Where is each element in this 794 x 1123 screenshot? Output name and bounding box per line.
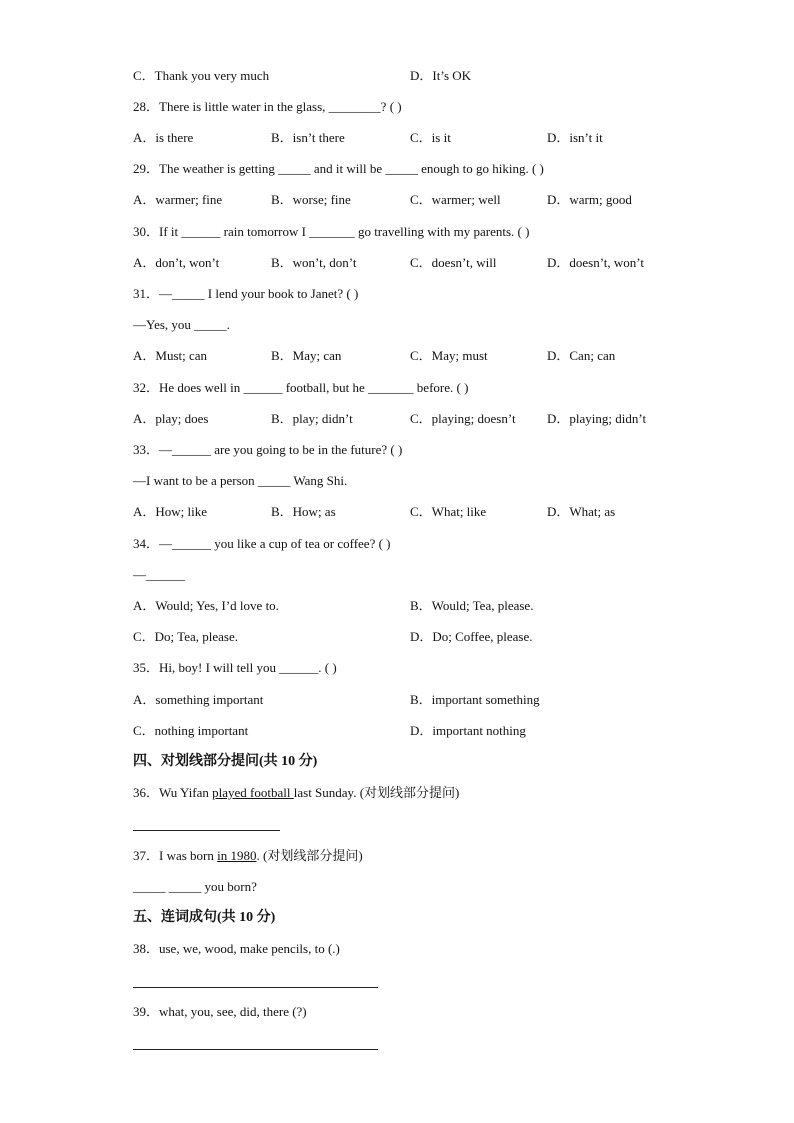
q38-stem: 38．use, we, wood, make pencils, to (.) [133, 941, 340, 956]
q32-option-b: B．play; didn’t [271, 411, 353, 426]
q36-stem [133, 785, 459, 801]
q35-option-c: C．nothing important [133, 723, 249, 738]
q34-reply: —______ [133, 567, 185, 582]
q33-reply: —I want to be a person _____ Wang Shi. [133, 473, 348, 488]
q30-stem: 30．If it ______ rain tomorrow I _______ go travelling with my parents. ( ) [133, 224, 530, 239]
q35-options-cd [133, 723, 693, 739]
q37-underlined: in 1980 [217, 848, 257, 863]
q34-option-a: A．Would; Yes, I’d love to. [133, 598, 279, 613]
q28-option-a: A．is there [133, 130, 194, 145]
q36-suffix: last Sunday. (对划线部分提问) [293, 785, 460, 800]
q29-option-a: A．warmer; fine [133, 192, 223, 207]
q32-option-a: A．play; does [133, 411, 209, 426]
q29-stem: 29．The weather is getting _____ and it will be _____ enough to go hiking. ( ) [133, 161, 544, 176]
q31-option-d: D．Can; can [547, 348, 616, 363]
q35-option-d: D．important nothing [410, 723, 526, 738]
q30-option-a: A．don’t, won’t [133, 255, 220, 270]
section-4-heading: 四、对划线部分提问(共 10 分) [133, 754, 318, 769]
q31-option-b: B．May; can [271, 348, 342, 363]
q34-stem: 34．—______ you like a cup of tea or coffee? ( ) [133, 536, 391, 551]
q34-option-b: B．Would; Tea, please. [410, 598, 534, 613]
q30-option-d: D．doesn’t, won’t [547, 255, 645, 270]
q28-option-d: D．isn’t it [547, 130, 603, 145]
q34-options-ab [133, 598, 693, 614]
q31-options [133, 348, 693, 364]
q37-answer: _____ _____ you born? [133, 879, 257, 894]
q32-stem: 32．He does well in ______ football, but he _______ before. ( ) [133, 380, 469, 395]
q35-stem: 35．Hi, boy! I will tell you ______. ( ) [133, 660, 337, 675]
q31-option-c: C．May; must [410, 348, 488, 363]
q27-option-d: D．It’s OK [410, 68, 472, 83]
q35-option-b: B．important something [410, 692, 540, 707]
q38-answer-line[interactable] [133, 987, 378, 988]
q32-option-c: C．playing; doesn’t [410, 411, 516, 426]
q33-option-d: D．What; as [547, 504, 616, 519]
q33-option-a: A．How; like [133, 504, 208, 519]
q37-suffix: . (对划线部分提问) [256, 848, 363, 863]
q32-option-d: D．playing; didn’t [547, 411, 647, 426]
q30-options [133, 255, 693, 271]
q31-reply: —Yes, you _____. [133, 317, 230, 332]
q31-option-a: A．Must; can [133, 348, 208, 363]
q39-stem: 39．what, you, see, did, there (?) [133, 1004, 307, 1019]
q36-answer-line[interactable] [133, 830, 280, 831]
q30-option-b: B．won’t, don’t [271, 255, 357, 270]
q33-option-c: C．What; like [410, 504, 487, 519]
q29-option-b: B．worse; fine [271, 192, 351, 207]
q28-option-b: B．isn’t there [271, 130, 345, 145]
q39-answer-line[interactable] [133, 1049, 378, 1050]
q37-stem [133, 848, 363, 864]
q32-options [133, 411, 693, 427]
q29-option-c: C．warmer; well [410, 192, 501, 207]
q29-option-d: D．warm; good [547, 192, 632, 207]
q33-option-b: B．How; as [271, 504, 336, 519]
q33-stem: 33．—______ are you going to be in the future? ( ) [133, 442, 403, 457]
q37-prefix: 37．I was born [133, 848, 218, 863]
q27-options [133, 68, 693, 84]
q31-stem: 31．—_____ I lend your book to Janet? ( ) [133, 286, 359, 301]
q34-options-cd [133, 629, 693, 645]
q28-option-c: C．is it [410, 130, 451, 145]
q34-option-c: C．Do; Tea, please. [133, 629, 238, 644]
q34-option-d: D．Do; Coffee, please. [410, 629, 533, 644]
q30-option-c: C．doesn’t, will [410, 255, 497, 270]
q27-option-c: C．Thank you very much [133, 68, 270, 83]
section-5-heading: 五、连词成句(共 10 分) [133, 910, 276, 925]
q28-stem: 28．There is little water in the glass, ________? ( ) [133, 99, 402, 114]
q36-prefix: 36．Wu Yifan [133, 785, 213, 800]
q35-option-a: A．something important [133, 692, 264, 707]
q35-options-ab [133, 692, 693, 708]
q28-options [133, 130, 693, 146]
q29-options [133, 192, 693, 208]
q36-underlined: played football [212, 785, 294, 800]
q33-options [133, 504, 693, 520]
